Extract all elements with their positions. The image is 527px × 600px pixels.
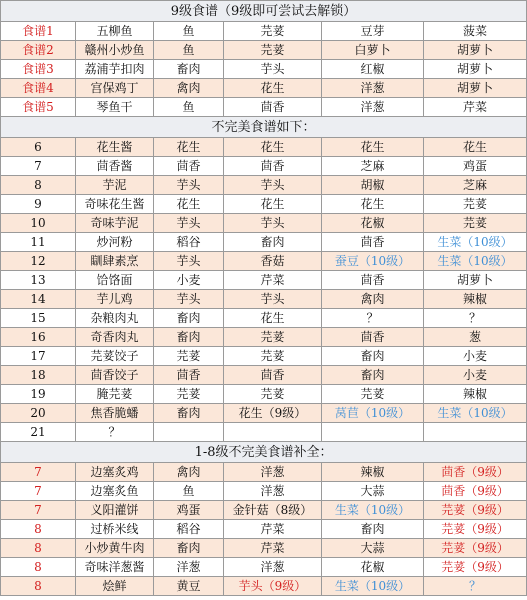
ingredient-cell: 芫荽（9级） bbox=[424, 558, 527, 577]
ingredient-cell: 芋头 bbox=[224, 176, 322, 195]
ingredient-cell: 胡萝卜 bbox=[424, 79, 527, 98]
recipe-id: 10 bbox=[1, 214, 76, 233]
ingredient-cell: 菠菜 bbox=[424, 22, 527, 41]
recipe-id: 8 bbox=[1, 558, 76, 577]
ingredient-cell: 茴香 bbox=[224, 157, 322, 176]
recipe-id: 7 bbox=[1, 157, 76, 176]
table-row bbox=[1, 423, 527, 442]
ingredient-cell: 芫荽 bbox=[224, 347, 322, 366]
recipe-name: 茴香饺子 bbox=[76, 366, 154, 385]
ingredient-cell bbox=[322, 423, 424, 442]
ingredient-cell: 辣椒 bbox=[424, 385, 527, 404]
ingredient-cell: 黄豆 bbox=[154, 577, 224, 596]
table-row bbox=[1, 214, 527, 233]
table-row bbox=[1, 404, 527, 423]
section-header-row bbox=[1, 117, 527, 138]
recipe-id: 6 bbox=[1, 138, 76, 157]
ingredient-cell: 禽肉 bbox=[154, 463, 224, 482]
ingredient-cell: 畜肉 bbox=[154, 309, 224, 328]
ingredient-cell: 茴香 bbox=[322, 271, 424, 290]
recipe-id: 食谱2 bbox=[1, 41, 76, 60]
ingredient-cell: 香菇 bbox=[224, 252, 322, 271]
ingredient-cell: 畜肉 bbox=[154, 539, 224, 558]
ingredient-cell: 茴香 bbox=[224, 98, 322, 117]
ingredient-cell: 畜肉 bbox=[154, 404, 224, 423]
ingredient-cell: 花生 bbox=[224, 138, 322, 157]
ingredient-cell: 畜肉 bbox=[322, 347, 424, 366]
recipe-name: 炒河粉 bbox=[76, 233, 154, 252]
ingredient-cell: 大蒜 bbox=[322, 482, 424, 501]
recipe-name: 奇味芋泥 bbox=[76, 214, 154, 233]
recipe-id: 8 bbox=[1, 539, 76, 558]
table-row bbox=[1, 482, 527, 501]
ingredient-cell: 茴香 bbox=[322, 328, 424, 347]
ingredient-cell: 花生 bbox=[322, 138, 424, 157]
recipe-id: 15 bbox=[1, 309, 76, 328]
ingredient-cell: 花椒 bbox=[322, 558, 424, 577]
ingredient-cell: 胡萝卜 bbox=[424, 271, 527, 290]
ingredient-cell: 生菜（10级） bbox=[322, 501, 424, 520]
ingredient-cell: 畜肉 bbox=[224, 233, 322, 252]
ingredient-cell: 小麦 bbox=[154, 271, 224, 290]
recipe-name: 赣州小炒鱼 bbox=[76, 41, 154, 60]
ingredient-cell: 花生 bbox=[322, 195, 424, 214]
recipe-id: 8 bbox=[1, 520, 76, 539]
ingredient-cell: 芫荽 bbox=[154, 347, 224, 366]
ingredient-cell: 金针菇（8级） bbox=[224, 501, 322, 520]
section-title: 不完美食谱如下： bbox=[1, 117, 527, 138]
ingredient-cell: 生菜（10级） bbox=[424, 233, 527, 252]
recipe-name: 芫荽饺子 bbox=[76, 347, 154, 366]
recipe-name: 杂粮肉丸 bbox=[76, 309, 154, 328]
section-header-row bbox=[1, 442, 527, 463]
recipe-name: 过桥米线 bbox=[76, 520, 154, 539]
recipe-name: 小炒黄牛肉 bbox=[76, 539, 154, 558]
ingredient-cell: 鱼 bbox=[154, 98, 224, 117]
ingredient-cell: 鸡蛋 bbox=[154, 501, 224, 520]
table-row bbox=[1, 60, 527, 79]
ingredient-cell: 芹菜 bbox=[224, 539, 322, 558]
recipe-table-body bbox=[1, 1, 527, 596]
ingredient-cell: 花生 bbox=[224, 195, 322, 214]
table-row bbox=[1, 98, 527, 117]
ingredient-cell bbox=[424, 423, 527, 442]
table-row bbox=[1, 157, 527, 176]
ingredient-cell: 辣椒 bbox=[424, 290, 527, 309]
ingredient-cell: 辣椒 bbox=[322, 463, 424, 482]
ingredient-cell: 芫荽 bbox=[224, 22, 322, 41]
table-row bbox=[1, 309, 527, 328]
recipe-name: 芋儿鸡 bbox=[76, 290, 154, 309]
ingredient-cell: 茴香 bbox=[224, 366, 322, 385]
recipe-id: 8 bbox=[1, 577, 76, 596]
recipe-id: 食谱4 bbox=[1, 79, 76, 98]
ingredient-cell: 洋葱 bbox=[322, 98, 424, 117]
ingredient-cell: 禽肉 bbox=[154, 79, 224, 98]
ingredient-cell: 芋头 bbox=[154, 214, 224, 233]
recipe-name: 琴鱼干 bbox=[76, 98, 154, 117]
table-row bbox=[1, 539, 527, 558]
recipe-id: 20 bbox=[1, 404, 76, 423]
ingredient-cell: 洋葱 bbox=[224, 482, 322, 501]
ingredient-cell: 芋头（9级） bbox=[224, 577, 322, 596]
table-row bbox=[1, 328, 527, 347]
ingredient-cell: 生菜（10级） bbox=[424, 404, 527, 423]
ingredient-cell: 芫荽 bbox=[322, 385, 424, 404]
recipe-name: 茴香酱 bbox=[76, 157, 154, 176]
ingredient-cell: 芹菜 bbox=[424, 98, 527, 117]
table-row bbox=[1, 520, 527, 539]
ingredient-cell: 花生（9级） bbox=[224, 404, 322, 423]
ingredient-cell: 芋头 bbox=[224, 290, 322, 309]
table-row bbox=[1, 41, 527, 60]
recipe-id: 19 bbox=[1, 385, 76, 404]
ingredient-cell: 芫荽 bbox=[424, 214, 527, 233]
ingredient-cell: 豆芽 bbox=[322, 22, 424, 41]
ingredient-cell: 葱 bbox=[424, 328, 527, 347]
recipe-name: 边塞炙鸡 bbox=[76, 463, 154, 482]
ingredient-cell bbox=[224, 423, 322, 442]
ingredient-cell: 稻谷 bbox=[154, 233, 224, 252]
ingredient-cell: 莴苣（10级） bbox=[322, 404, 424, 423]
ingredient-cell: 鱼 bbox=[154, 41, 224, 60]
ingredient-cell: 小麦 bbox=[424, 347, 527, 366]
ingredient-cell: 大蒜 bbox=[322, 539, 424, 558]
recipe-name: 烩鲜 bbox=[76, 577, 154, 596]
section-title: 1-8级不完美食谱补全： bbox=[1, 442, 527, 463]
ingredient-cell: 芫荽 bbox=[154, 385, 224, 404]
table-row bbox=[1, 366, 527, 385]
table-row bbox=[1, 22, 527, 41]
recipe-id: 7 bbox=[1, 482, 76, 501]
recipe-name: 宫保鸡丁 bbox=[76, 79, 154, 98]
table-row bbox=[1, 290, 527, 309]
ingredient-cell: ？ bbox=[322, 309, 424, 328]
ingredient-cell: 蚕豆（10级） bbox=[322, 252, 424, 271]
ingredient-cell: 茴香 bbox=[322, 233, 424, 252]
ingredient-cell: 芋头 bbox=[224, 60, 322, 79]
ingredient-cell: 芫荽（9级） bbox=[424, 520, 527, 539]
recipe-name: 五柳鱼 bbox=[76, 22, 154, 41]
ingredient-cell: 芹菜 bbox=[224, 520, 322, 539]
table-row bbox=[1, 252, 527, 271]
ingredient-cell: 红椒 bbox=[322, 60, 424, 79]
recipe-name: 饸饹面 bbox=[76, 271, 154, 290]
recipe-id: 7 bbox=[1, 501, 76, 520]
ingredient-cell: 禽肉 bbox=[322, 290, 424, 309]
recipe-name: 奇味花生酱 bbox=[76, 195, 154, 214]
ingredient-cell: 鸡蛋 bbox=[424, 157, 527, 176]
table-row bbox=[1, 138, 527, 157]
ingredient-cell: 芫荽（9级） bbox=[424, 501, 527, 520]
ingredient-cell: 洋葱 bbox=[154, 558, 224, 577]
table-row bbox=[1, 501, 527, 520]
ingredient-cell: 芹菜 bbox=[224, 271, 322, 290]
ingredient-cell: 生菜（10级） bbox=[424, 252, 527, 271]
recipe-name: ？ bbox=[76, 423, 154, 442]
ingredient-cell: 芫荽 bbox=[224, 328, 322, 347]
table-row bbox=[1, 577, 527, 596]
recipe-name: 花生酱 bbox=[76, 138, 154, 157]
recipe-id: 13 bbox=[1, 271, 76, 290]
recipe-name: 瞓肆素烹 bbox=[76, 252, 154, 271]
recipe-id: 16 bbox=[1, 328, 76, 347]
table-row bbox=[1, 233, 527, 252]
ingredient-cell: 鱼 bbox=[154, 482, 224, 501]
ingredient-cell: 花生 bbox=[224, 309, 322, 328]
ingredient-cell: 鱼 bbox=[154, 22, 224, 41]
recipe-id: 食谱3 bbox=[1, 60, 76, 79]
ingredient-cell: 畜肉 bbox=[322, 520, 424, 539]
recipe-id: 食谱5 bbox=[1, 98, 76, 117]
ingredient-cell: 茴香 bbox=[154, 157, 224, 176]
ingredient-cell: 芫荽（9级） bbox=[424, 539, 527, 558]
ingredient-cell: 茴香（9级） bbox=[424, 482, 527, 501]
ingredient-cell: 小麦 bbox=[424, 366, 527, 385]
ingredient-cell: 芝麻 bbox=[424, 176, 527, 195]
recipe-id: 21 bbox=[1, 423, 76, 442]
ingredient-cell: 芋头 bbox=[154, 290, 224, 309]
table-title: 9级食谱（9级即可尝试去解锁） bbox=[1, 1, 527, 22]
ingredient-cell: 芋头 bbox=[154, 176, 224, 195]
recipe-id: 18 bbox=[1, 366, 76, 385]
recipe-id: 8 bbox=[1, 176, 76, 195]
ingredient-cell: ？ bbox=[424, 309, 527, 328]
ingredient-cell: 畜肉 bbox=[154, 60, 224, 79]
ingredient-cell: 花生 bbox=[154, 138, 224, 157]
ingredient-cell: 花生 bbox=[424, 138, 527, 157]
recipe-id: 11 bbox=[1, 233, 76, 252]
recipe-name: 边塞炙鱼 bbox=[76, 482, 154, 501]
recipe-id: 12 bbox=[1, 252, 76, 271]
table-row bbox=[1, 271, 527, 290]
table-row bbox=[1, 176, 527, 195]
recipe-name: 义阳灌饼 bbox=[76, 501, 154, 520]
ingredient-cell: 畜肉 bbox=[322, 366, 424, 385]
table-row bbox=[1, 558, 527, 577]
ingredient-cell: 稻谷 bbox=[154, 520, 224, 539]
ingredient-cell bbox=[154, 423, 224, 442]
ingredient-cell: 胡萝卜 bbox=[424, 41, 527, 60]
ingredient-cell: 洋葱 bbox=[224, 463, 322, 482]
ingredient-cell: 花生 bbox=[154, 195, 224, 214]
recipe-name: 芋泥 bbox=[76, 176, 154, 195]
ingredient-cell: 洋葱 bbox=[322, 79, 424, 98]
ingredient-cell: 芫荽 bbox=[224, 41, 322, 60]
ingredient-cell: ？ bbox=[424, 577, 527, 596]
ingredient-cell: 芋头 bbox=[154, 252, 224, 271]
ingredient-cell: 芫荽 bbox=[424, 195, 527, 214]
recipe-id: 食谱1 bbox=[1, 22, 76, 41]
recipe-name: 荔浦芋扣肉 bbox=[76, 60, 154, 79]
table-row bbox=[1, 195, 527, 214]
recipe-name: 腌芫荽 bbox=[76, 385, 154, 404]
recipe-name: 焦香脆蟠 bbox=[76, 404, 154, 423]
recipe-id: 17 bbox=[1, 347, 76, 366]
ingredient-cell: 花椒 bbox=[322, 214, 424, 233]
recipe-name: 奇味洋葱酱 bbox=[76, 558, 154, 577]
recipe-id: 9 bbox=[1, 195, 76, 214]
ingredient-cell: 胡萝卜 bbox=[424, 60, 527, 79]
ingredient-cell: 胡椒 bbox=[322, 176, 424, 195]
ingredient-cell: 茴香 bbox=[154, 366, 224, 385]
ingredient-cell: 畜肉 bbox=[154, 328, 224, 347]
table-row bbox=[1, 463, 527, 482]
recipe-id: 14 bbox=[1, 290, 76, 309]
table-row bbox=[1, 385, 527, 404]
ingredient-cell: 芫荽 bbox=[224, 385, 322, 404]
ingredient-cell: 芝麻 bbox=[322, 157, 424, 176]
ingredient-cell: 白萝卜 bbox=[322, 41, 424, 60]
title-row bbox=[1, 1, 527, 22]
ingredient-cell: 洋葱 bbox=[224, 558, 322, 577]
ingredient-cell: 花生 bbox=[224, 79, 322, 98]
table-row bbox=[1, 347, 527, 366]
ingredient-cell: 茴香（9级） bbox=[424, 463, 527, 482]
table-row bbox=[1, 79, 527, 98]
recipe-id: 7 bbox=[1, 463, 76, 482]
ingredient-cell: 芋头 bbox=[224, 214, 322, 233]
recipe-name: 奇香肉丸 bbox=[76, 328, 154, 347]
ingredient-cell: 生菜（10级） bbox=[322, 577, 424, 596]
